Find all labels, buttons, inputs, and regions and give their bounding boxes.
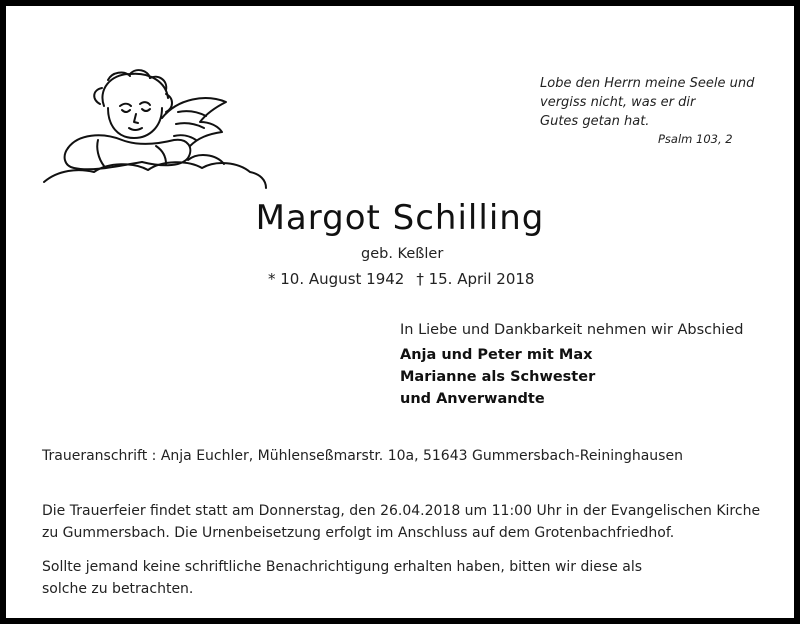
psalm-reference: Psalm 103, 2 [658, 132, 733, 146]
life-dates [268, 270, 534, 288]
ceremony-line: zu Gummersbach. Die Urnenbeisetzung erfolgt im Anschluss auf dem Grotenbachfriedhof. [42, 525, 675, 541]
mourner: Marianne als Schwester [400, 369, 596, 385]
ceremony-paragraph [42, 500, 772, 544]
mourner: und Anverwandte [400, 391, 545, 407]
psalm-line: Lobe den Herrn meine Seele und [540, 76, 755, 91]
psalm-line: vergiss nicht, was er dir [540, 95, 696, 110]
condolence-address: Traueranschrift : Anja Euchler, Mühlenseßmarstr. 10a, 51643 Gummersbach-Reininghausen [42, 448, 683, 464]
notice-line: Sollte jemand keine schriftliche Benachrichtigung erhalten haben, bitten wir diese als [42, 559, 643, 575]
notice-paragraph [42, 556, 772, 600]
mourner: Anja und Peter mit Max [400, 347, 593, 363]
mourners-list [400, 344, 595, 410]
psalm-quote [540, 74, 770, 131]
psalm-line: Gutes getan hat. [540, 114, 650, 129]
farewell-text: In Liebe und Dankbarkeit nehmen wir Abschied [400, 322, 744, 338]
notice-line: solche zu betrachten. [42, 581, 194, 597]
cherub-on-cloud-illustration [38, 68, 270, 192]
death-date: † 15. April 2018 [416, 270, 535, 288]
maiden-name: geb. Keßler [361, 246, 444, 262]
deceased-name: Margot Schilling [255, 198, 545, 238]
obituary-card [6, 6, 794, 618]
ceremony-line: Die Trauerfeier findet statt am Donnerstag, den 26.04.2018 um 11:00 Uhr in der Evangelischen Kirche [42, 503, 761, 519]
birth-date: * 10. August 1942 [268, 270, 405, 288]
